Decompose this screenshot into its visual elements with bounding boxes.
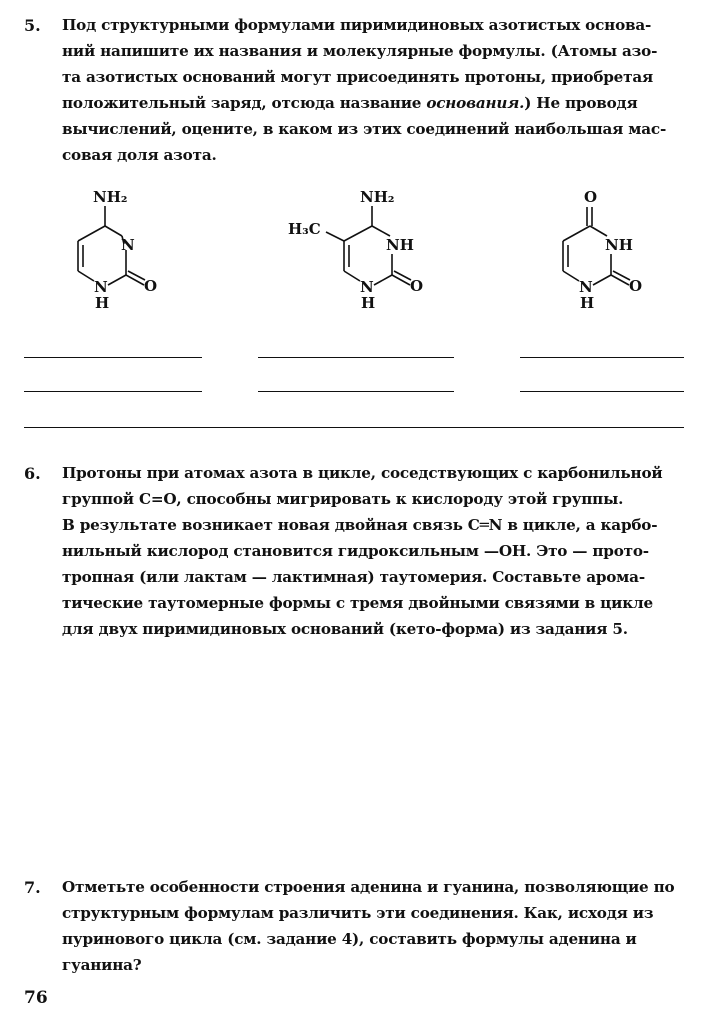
task-text-line: группой С=О, способны мигрировать к кислороду этой группы. — [62, 490, 624, 508]
task-text-line: та азотистых оснований могут присоединять протоны, приобретая — [62, 68, 654, 86]
hydrogen-label: H — [95, 294, 110, 312]
task-text-line: В результате возникает новая двойная связь С═N в цикле, а карбо- — [62, 516, 658, 534]
task-text-line — [62, 94, 637, 112]
task-text-line: вычислений, оцените, в каком из этих соединений наибольшая мас- — [62, 120, 667, 138]
ring-nitrogen-label: N — [360, 278, 374, 296]
ring-nitrogen-label: N — [121, 236, 135, 254]
molecule-uracil — [545, 188, 665, 318]
task-text-line: гуанина? — [62, 956, 142, 974]
substituent-label: NH₂ — [93, 188, 128, 206]
hydrogen-label: H — [361, 294, 376, 312]
task-text-line: пуринового цикла (см. задание 4), составить формулы аденина и — [62, 930, 637, 948]
task-text-line: Отметьте особенности строения аденина и гуанина, позволяющие по — [62, 878, 675, 896]
answer-line[interactable] — [258, 391, 454, 392]
task-text-line: нильный кислород становится гидроксильным —ОН. Это — прото- — [62, 542, 649, 560]
molecule-cytosine — [60, 188, 180, 318]
page-number: 76 — [24, 988, 48, 1008]
task-text-line: структурным формулам различить эти соединения. Как, исходя из — [62, 904, 654, 922]
task-text-line: Протоны при атомах азота в цикле, соседствующих с карбонильной — [62, 464, 663, 482]
task-text-line: тропная (или лактам — лактимная) таутомерия. Составьте арома- — [62, 568, 645, 586]
carbonyl-oxygen-label: O — [144, 277, 158, 295]
italic-term: основания. — [426, 94, 525, 112]
hydrogen-label: H — [580, 294, 595, 312]
line-end: ) Не проводя — [524, 94, 638, 112]
section-divider — [24, 427, 684, 428]
answer-line[interactable] — [520, 391, 684, 392]
methyl-label: H₃C — [288, 220, 321, 238]
task-text-line: для двух пиримидиновых оснований (кето-форма) из задания 5. — [62, 620, 628, 638]
task-number: 6. — [24, 464, 41, 483]
ring-nitrogen-label: N — [579, 278, 593, 296]
answer-line[interactable] — [520, 357, 684, 358]
answer-line[interactable] — [258, 357, 454, 358]
ring-nitrogen-label: N — [94, 278, 108, 296]
task-text-line: совая доля азота. — [62, 146, 217, 164]
carbonyl-oxygen-label: O — [410, 277, 424, 295]
carbonyl-oxygen-label: O — [584, 188, 598, 206]
carbonyl-oxygen-label: O — [629, 277, 643, 295]
task-number: 5. — [24, 16, 41, 35]
answer-line[interactable] — [24, 357, 202, 358]
substituent-label: NH₂ — [360, 188, 395, 206]
task-number: 7. — [24, 878, 41, 897]
task-text-line: Под структурными формулами пиримидиновых азотистых основа- — [62, 16, 652, 34]
line-start: положительный заряд, отсюда название — [62, 94, 427, 112]
answer-area[interactable] — [24, 650, 684, 860]
ring-nitrogen-label: NH — [605, 236, 633, 254]
task-text-line: тические таутомерные формы с тремя двойными связями в цикле — [62, 594, 653, 612]
answer-line[interactable] — [24, 391, 202, 392]
task-text-line: ний напишите их названия и молекулярные формулы. (Атомы азо- — [62, 42, 658, 60]
ring-nitrogen-label: NH — [386, 236, 414, 254]
molecule-methylcytosine — [282, 188, 432, 318]
